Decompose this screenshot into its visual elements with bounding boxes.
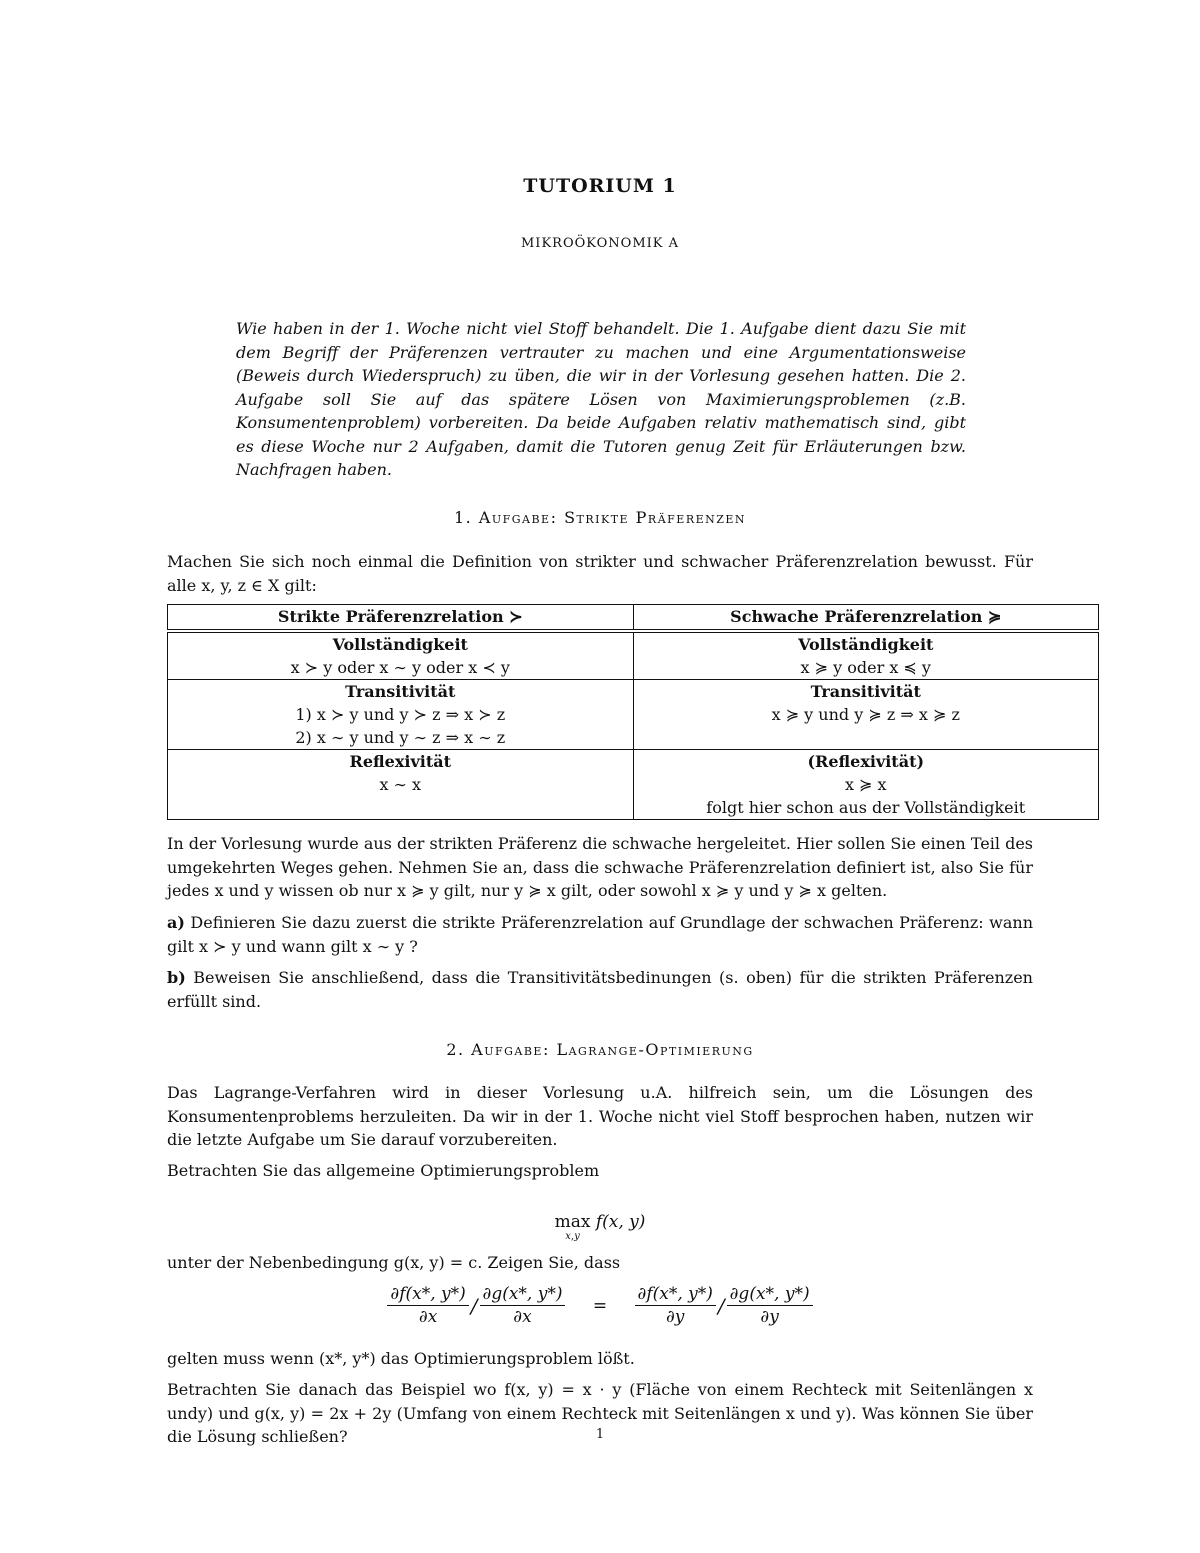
property-label: Transitivität <box>810 682 921 701</box>
max-formula <box>0 1212 1200 1242</box>
fraction <box>635 1283 716 1328</box>
max-expression: f(x, y) <box>595 1212 646 1232</box>
division-slash: / <box>717 1293 725 1318</box>
task2-paragraph-3: unter der Nebenbedingung g(x, y) = c. Zeigen Sie, dass <box>167 1253 621 1272</box>
table-row <box>168 633 1099 680</box>
property-formula: 1) x ≻ y und y ≻ z ⇒ x ≻ z <box>295 705 506 724</box>
property-formula: x ≽ y oder x ≼ y <box>800 658 931 677</box>
task1-heading: 1. Aufgabe: Strikte Präferenzen <box>453 508 747 527</box>
optimality-condition <box>0 1283 1200 1328</box>
table-cell <box>168 680 634 750</box>
table-row <box>168 680 1099 750</box>
task2-paragraph-1: Das Lagrange-Verfahren wird in dieser Vorlesung u.A. hilfreich sein, um die Lösungen des Konsumentenproblems herzuleiten. Da wir in der 1. Woche nicht viel Stoff besprochen haben, nutzen wir die letzte Aufgabe um Sie darauf vorzubereiten. <box>167 1083 1033 1149</box>
property-formula: 2) x ∼ y und y ∼ z ⇒ x ∼ z <box>295 728 506 747</box>
property-label: Transitivität <box>345 682 456 701</box>
property-formula: x ≽ y und y ≽ z ⇒ x ≽ z <box>771 705 960 724</box>
part-b-label: b) <box>167 968 186 987</box>
max-operator <box>555 1212 591 1242</box>
property-formula: x ∼ x <box>379 775 422 794</box>
property-label: (Reflexivität) <box>807 752 925 771</box>
table-header-weak: Schwache Präferenzrelation ≽ <box>633 605 1099 630</box>
denominator: ∂x <box>418 1307 438 1327</box>
task1-part-a <box>167 911 1033 958</box>
page-subtitle: MIKROÖKONOMIK A <box>521 236 679 251</box>
task2-paragraph-5: Betrachten Sie danach das Beispiel wo f(x, y) = x · y (Fläche von einem Rechteck mit Seitenlängen x undy) und g(x, y) = 2x + 2y (Umfang von einem Rechteck mit Seitenlängen x und y). Was können Sie über die Lösung schließen? <box>167 1380 1033 1446</box>
max-subscript: x,y <box>565 1231 580 1242</box>
property-note: folgt hier schon aus der Vollständigkeit <box>706 798 1026 817</box>
page-title: TUTORIUM 1 <box>523 175 677 197</box>
numerator: ∂f(x*, y*) <box>387 1283 468 1306</box>
property-label: Reflexivität <box>349 752 451 771</box>
task2-heading: 2. Aufgabe: Lagrange-Optimierung <box>446 1040 754 1059</box>
page-number: 1 <box>595 1427 605 1442</box>
denominator: ∂y <box>666 1307 685 1327</box>
denominator: ∂y <box>760 1307 779 1327</box>
task2-paragraph-2: Betrachten Sie das allgemeine Optimierungsproblem <box>167 1161 600 1180</box>
equals-sign: = <box>592 1295 608 1316</box>
numerator: ∂g(x*, y*) <box>727 1283 813 1306</box>
part-a-label: a) <box>167 913 185 932</box>
table-cell <box>633 680 1099 750</box>
division-slash: / <box>470 1293 478 1318</box>
numerator: ∂g(x*, y*) <box>480 1283 566 1306</box>
table-cell <box>168 750 634 820</box>
max-label: max <box>554 1212 591 1232</box>
table-header-strict: Strikte Präferenzrelation ≻ <box>168 605 634 630</box>
task1-part-b <box>167 966 1033 1013</box>
fraction <box>727 1283 813 1328</box>
numerator: ∂f(x*, y*) <box>635 1283 716 1306</box>
table-cell <box>168 633 634 680</box>
table-row <box>168 750 1099 820</box>
part-a-text: Definieren Sie dazu zuerst die strikte Präferenzrelation auf Grundlage der schwachen Präferenz: wann gilt x ≻ y und wann gilt x ∼ y ? <box>167 913 1033 956</box>
task1-after-table: In der Vorlesung wurde aus der strikten Präferenz die schwache hergeleitet. Hier sollen Sie einen Teil des umgekehrten Weges gehen. Nehmen Sie an, dass die schwache Präferenzrelation definiert ist, also Sie für jedes x und y wissen ob nur x ≽ y gilt, nur y ≽ x gilt, oder sowohl x ≽ y und y ≽ x gelten. <box>167 834 1033 900</box>
property-formula: x ≽ x <box>844 775 887 794</box>
table-cell <box>633 750 1099 820</box>
preference-table <box>167 604 1099 820</box>
property-formula: x ≻ y oder x ∼ y oder x ≺ y <box>290 658 510 677</box>
task2-paragraph-4: gelten muss wenn (x*, y*) das Optimierungsproblem lößt. <box>167 1349 635 1368</box>
intro-paragraph: Wie haben in der 1. Woche nicht viel Stoff behandelt. Die 1. Aufgabe dient dazu Sie mit dem Begriff der Präferenzen vertrauter zu machen und eine Argumentationsweise (Beweis durch Wiederspruch) zu üben, die wir in der Vorlesung gesehen hatten. Die 2. Aufgabe soll Sie auf das spätere Lösen von Maximierungsproblemen (z.B. Konsumentenproblem) vorbereiten. Da beide Aufgaben relativ mathematisch sind, gibt es diese Woche nur 2 Aufgaben, damit die Tutoren genug Zeit für Erläuterungen bzw. Nachfragen haben. <box>236 319 966 479</box>
table-cell <box>633 633 1099 680</box>
table-header-row <box>168 605 1099 630</box>
fraction <box>387 1283 468 1328</box>
task1-lead: Machen Sie sich noch einmal die Definition von strikter und schwacher Präferenzrelation bewusst. Für alle x, y, z ∈ X gilt: <box>167 552 1033 595</box>
denominator: ∂x <box>513 1307 532 1327</box>
property-label: Vollständigkeit <box>798 635 934 654</box>
fraction <box>480 1283 566 1328</box>
property-label: Vollständigkeit <box>332 635 468 654</box>
part-b-text: Beweisen Sie anschließend, dass die Transitivitätsbedinungen (s. oben) für die strikten Präferenzen erfüllt sind. <box>167 968 1033 1011</box>
